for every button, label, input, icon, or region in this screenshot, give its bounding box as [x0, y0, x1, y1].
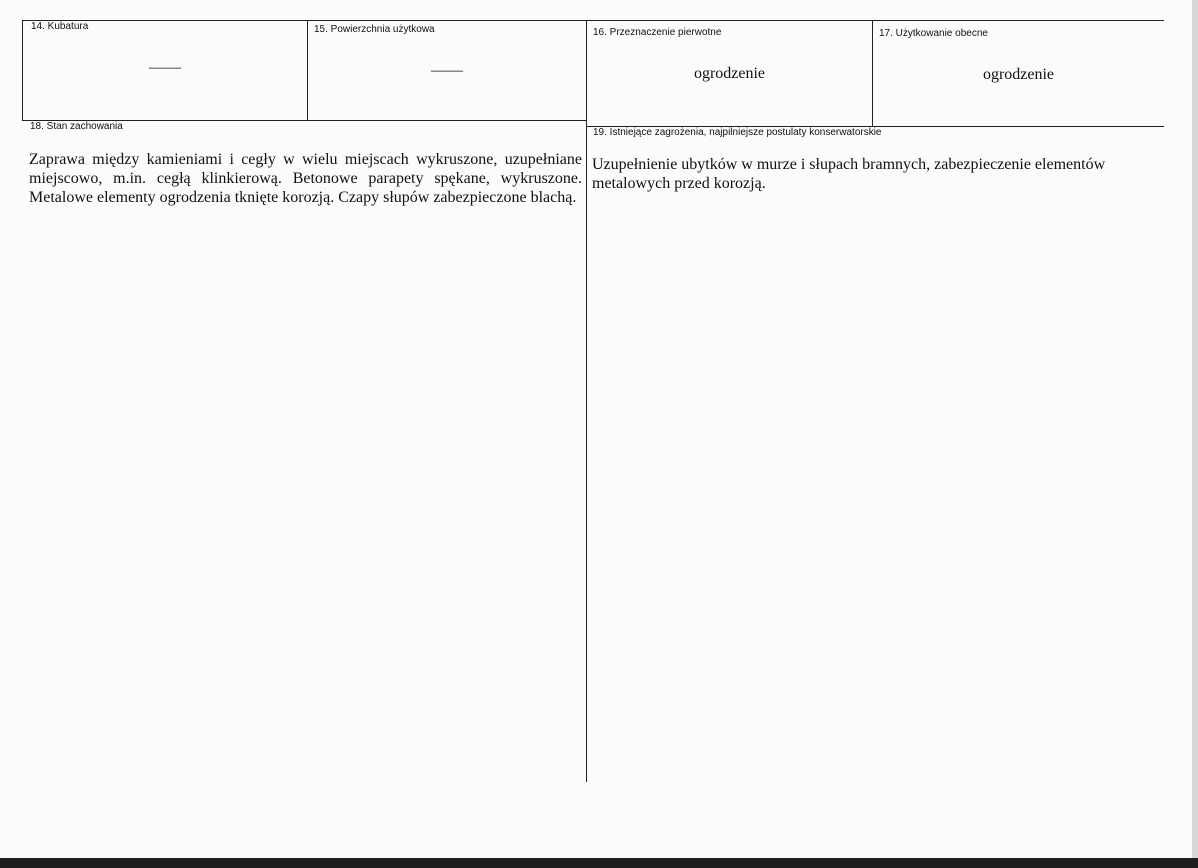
scan-border-bottom — [0, 858, 1198, 868]
field-19-label: 19. Istniejące zagrożenia, najpilniejsze postulaty konserwatorskie — [593, 127, 882, 138]
divider-15-16 — [586, 20, 587, 782]
field-17-label: 17. Użytkowanie obecne — [879, 28, 988, 39]
field-16-label: 16. Przeznaczenie pierwotne — [593, 27, 722, 38]
field-16-value: ogrodzenie — [693, 65, 766, 82]
field-18-label: 18. Stan zachowania — [30, 121, 123, 132]
paper-edge-right — [1192, 0, 1198, 868]
field-15-value: —— — [431, 62, 463, 79]
field-18-text: Zaprawa między kamieniami i cegły w wielu miejscach wykruszone, uzupełniane miejscowo, m.in. cegłą klinkierową. Betonowe parapety spękane, wykruszone. Metalowe elementy ogrodzenia tknięte korozją. Czapy słupów zabezpieczone blachą. — [29, 151, 582, 206]
field-17-value: ogrodzenie — [982, 66, 1055, 83]
top-rule — [22, 20, 1164, 21]
field-14-value: —— — [149, 59, 181, 76]
field-19-text: Uzupełnienie ubytków w murze i słupach bramnych, zabezpieczenie elementów metalowych przed korozją. — [592, 156, 1106, 192]
field-15-label: 15. Powierzchnia użytkowa — [314, 24, 435, 35]
field-14-label: 14. Kubatura — [31, 21, 89, 32]
